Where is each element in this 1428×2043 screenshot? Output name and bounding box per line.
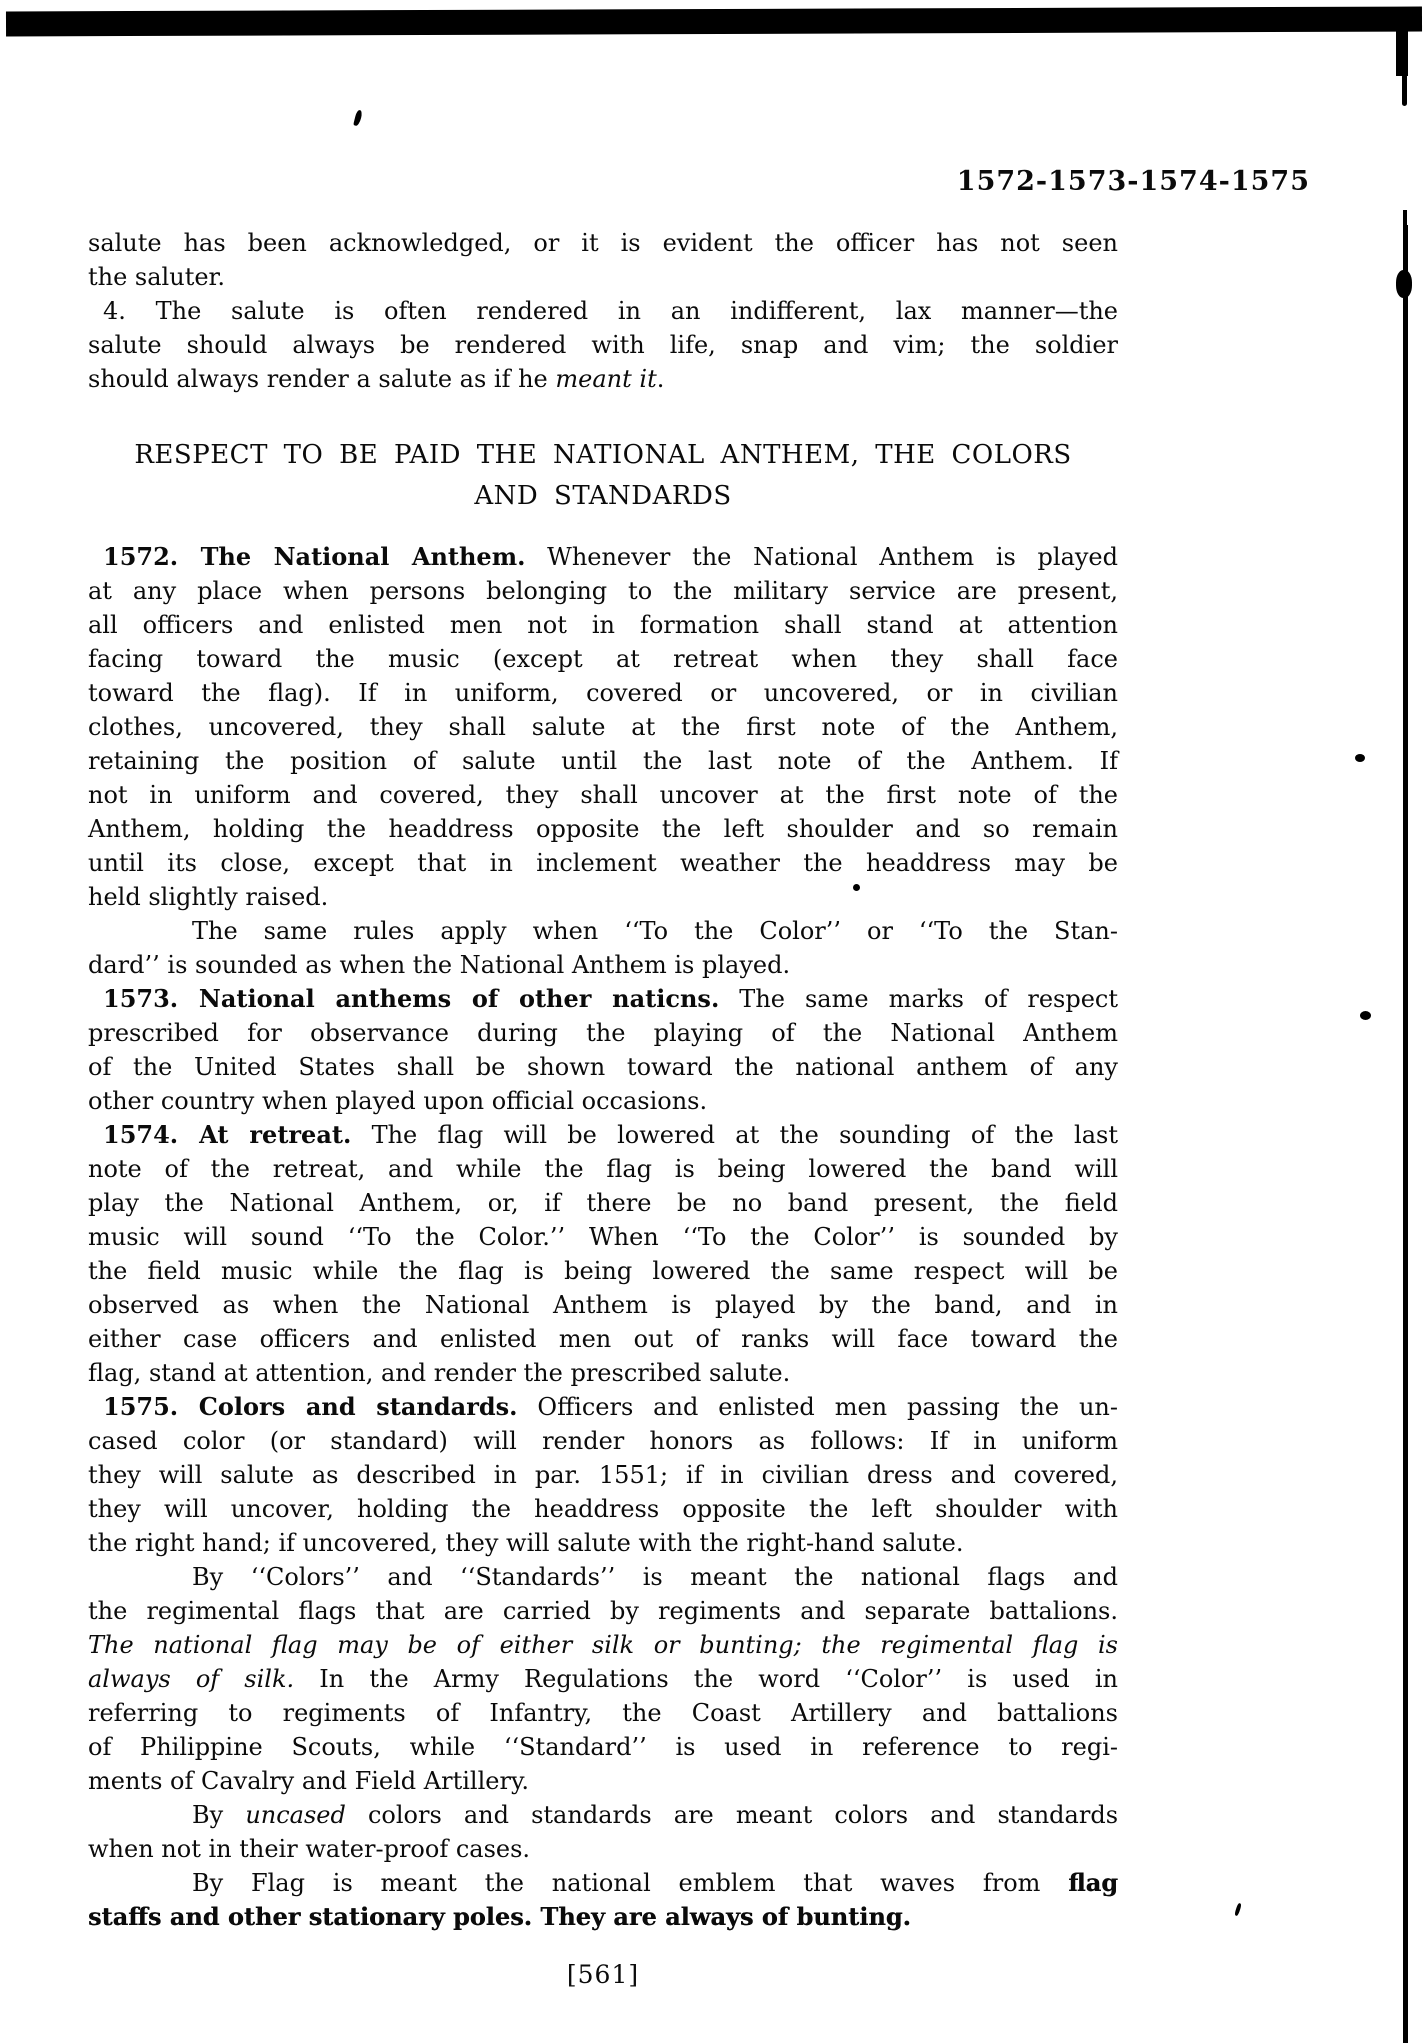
text-line	[88, 778, 1118, 812]
text-line	[88, 710, 1118, 744]
text-run: By Flag is meant the national emblem that waves from	[192, 1869, 1069, 1897]
text-run: facing toward the music (except at retreat when they shall face	[88, 645, 1118, 673]
text-line	[88, 1016, 1118, 1050]
text-run: note of the retreat, and while the flag is being lowered the band will	[88, 1155, 1118, 1183]
text-line	[88, 1424, 1118, 1458]
text-line	[88, 1730, 1118, 1764]
text-line	[88, 1526, 1118, 1560]
text-run: referring to regiments of Infantry, the Coast Artillery and battalions	[88, 1699, 1118, 1727]
text-line	[88, 294, 1118, 328]
page-folio: 1572-1573-1574-1575	[956, 166, 1310, 197]
text-line	[88, 914, 1118, 948]
text-run: 4. The salute is often rendered in an indifferent, lax manner—the	[103, 297, 1118, 325]
text-line	[88, 362, 1118, 396]
text-line	[88, 744, 1118, 778]
text-line	[88, 574, 1118, 608]
text-run: at any place when persons belonging to the military service are present,	[88, 577, 1118, 605]
text-run: The same marks of respect	[719, 985, 1118, 1013]
text-line	[88, 1254, 1118, 1288]
ink-speck	[1234, 1903, 1242, 1917]
section-heading	[88, 435, 1118, 517]
text-run: staffs and other stationary poles. They are always of bunting.	[88, 1902, 911, 1931]
text-run: prescribed for observance during the playing of the National Anthem	[88, 1019, 1118, 1047]
text-run: meant it	[555, 365, 657, 393]
text-run: Officers and enlisted men passing the un-	[517, 1393, 1118, 1421]
text-line	[88, 1356, 1118, 1390]
text-run: play the National Anthem, or, if there be no band present, the field	[88, 1189, 1118, 1217]
text-line	[88, 1084, 1118, 1118]
text-line	[88, 1628, 1118, 1662]
text-run: held slightly raised.	[88, 883, 329, 911]
page-number: [561]	[566, 1960, 640, 1989]
text-run: 1575. Colors and standards.	[103, 1392, 518, 1421]
text-run: Anthem, holding the headdress opposite the left shoulder and so remain	[88, 815, 1118, 843]
text-line	[88, 328, 1118, 362]
section-heading-line2: AND STANDARDS	[474, 481, 732, 511]
text-line	[88, 1662, 1118, 1696]
text-line	[88, 948, 1118, 982]
text-line	[88, 1322, 1118, 1356]
text-block-main	[88, 540, 1118, 1934]
text-run: retaining the position of salute until the last note of the Anthem. If	[88, 747, 1118, 775]
text-run: By	[192, 1801, 246, 1829]
text-run: ments of Cavalry and Field Artillery.	[88, 1767, 529, 1795]
text-line	[88, 540, 1118, 574]
text-line	[88, 982, 1118, 1016]
text-line	[88, 1390, 1118, 1424]
text-line	[88, 1900, 1118, 1934]
text-line	[88, 1696, 1118, 1730]
text-run: not in uniform and covered, they shall uncover at the first note of the	[88, 781, 1118, 809]
text-line	[88, 1492, 1118, 1526]
text-run: In the Army Regulations the word ‘‘Color’’ is used in	[294, 1665, 1119, 1693]
text-line	[88, 1186, 1118, 1220]
text-run: dard’’ is sounded as when the National Anthem is played.	[88, 951, 791, 979]
text-line	[88, 1118, 1118, 1152]
text-run: music will sound ‘‘To the Color.’’ When ‘‘To the Color’’ is sounded by	[88, 1223, 1118, 1251]
text-run: observed as when the National Anthem is played by the band, and in	[88, 1291, 1118, 1319]
text-run: salute has been acknowledged, or it is evident the officer has not seen	[88, 229, 1118, 257]
text-run: flag, stand at attention, and render the prescribed salute.	[88, 1359, 791, 1387]
text-line	[88, 1764, 1118, 1798]
text-run: colors and standards are meant colors and standards	[345, 1801, 1119, 1829]
text-run: The national flag may be of either silk or bunting; the regimental flag is	[88, 1631, 1118, 1659]
text-line	[88, 642, 1118, 676]
text-run: when not in their water-proof cases.	[88, 1835, 531, 1863]
text-line	[88, 1798, 1118, 1832]
text-run: 1572. The National Anthem.	[103, 542, 526, 571]
ink-speck	[353, 110, 363, 127]
text-run: .	[656, 365, 665, 393]
text-line	[88, 1288, 1118, 1322]
scan-edge-line	[1403, 210, 1407, 2043]
text-run: flag	[1068, 1868, 1118, 1897]
scan-bar-drip	[1396, 30, 1408, 76]
ink-speck	[1355, 754, 1365, 762]
text-line	[88, 1594, 1118, 1628]
text-line	[88, 1458, 1118, 1492]
text-line	[88, 260, 1118, 294]
text-run: until its close, except that in inclement weather the headdress may be	[88, 849, 1118, 877]
text-line	[88, 1832, 1118, 1866]
text-run: all officers and enlisted men not in formation shall stand at attention	[88, 611, 1118, 639]
text-run: 1573. National anthems of other naticns.	[103, 984, 720, 1013]
text-run: they will salute as described in par. 1551; if in civilian dress and covered,	[88, 1461, 1118, 1489]
text-run: the saluter.	[88, 263, 226, 291]
text-run: cased color (or standard) will render honors as follows: If in uniform	[88, 1427, 1118, 1455]
ink-speck	[1360, 1011, 1371, 1020]
text-run: Whenever the National Anthem is played	[525, 543, 1118, 571]
text-line	[88, 812, 1118, 846]
text-run: clothes, uncovered, they shall salute at the first note of the Anthem,	[88, 713, 1118, 741]
text-line	[88, 880, 1118, 914]
text-line	[88, 1152, 1118, 1186]
text-run: The same rules apply when ‘‘To the Color’’ or ‘‘To the Stan-	[192, 917, 1118, 945]
text-line	[88, 1220, 1118, 1254]
section-heading-line1: RESPECT TO BE PAID THE NATIONAL ANTHEM, THE COLORS	[134, 440, 1072, 470]
scan-edge-blob	[1396, 270, 1412, 298]
text-run: of the United States shall be shown toward the national anthem of any	[88, 1053, 1118, 1081]
scan-bar-top	[6, 7, 1422, 37]
scan-bar-drip	[1402, 74, 1407, 106]
text-run: salute should always be rendered with life, snap and vim; the soldier	[88, 331, 1118, 359]
text-run: toward the flag). If in uniform, covered or uncovered, or in civilian	[88, 679, 1118, 707]
text-run: 1574. At retreat.	[103, 1120, 352, 1149]
text-line	[88, 846, 1118, 880]
text-line	[88, 1560, 1118, 1594]
text-line	[88, 608, 1118, 642]
text-run: should always render a salute as if he	[88, 365, 556, 393]
text-line	[88, 226, 1118, 260]
text-run: By ‘‘Colors’’ and ‘‘Standards’’ is meant the national flags and	[192, 1563, 1118, 1591]
text-line	[88, 1050, 1118, 1084]
text-line	[88, 1866, 1118, 1900]
page-body	[88, 226, 1118, 1934]
text-run: of Philippine Scouts, while ‘‘Standard’’ is used in reference to regi-	[88, 1733, 1118, 1761]
text-run: always of silk.	[88, 1665, 295, 1693]
text-run: the field music while the flag is being lowered the same respect will be	[88, 1257, 1118, 1285]
text-run: the regimental flags that are carried by regiments and separate battalions.	[88, 1597, 1118, 1625]
text-block-top	[88, 226, 1118, 396]
text-run: uncased	[245, 1801, 346, 1829]
text-run: The flag will be lowered at the sounding of the last	[351, 1121, 1118, 1149]
text-line	[88, 676, 1118, 710]
text-run: they will uncover, holding the headdress opposite the left shoulder with	[88, 1495, 1118, 1523]
text-run: either case officers and enlisted men out of ranks will face toward the	[88, 1325, 1118, 1353]
text-run: other country when played upon official occasions.	[88, 1087, 708, 1115]
text-run: the right hand; if uncovered, they will salute with the right-hand salute.	[88, 1529, 964, 1557]
